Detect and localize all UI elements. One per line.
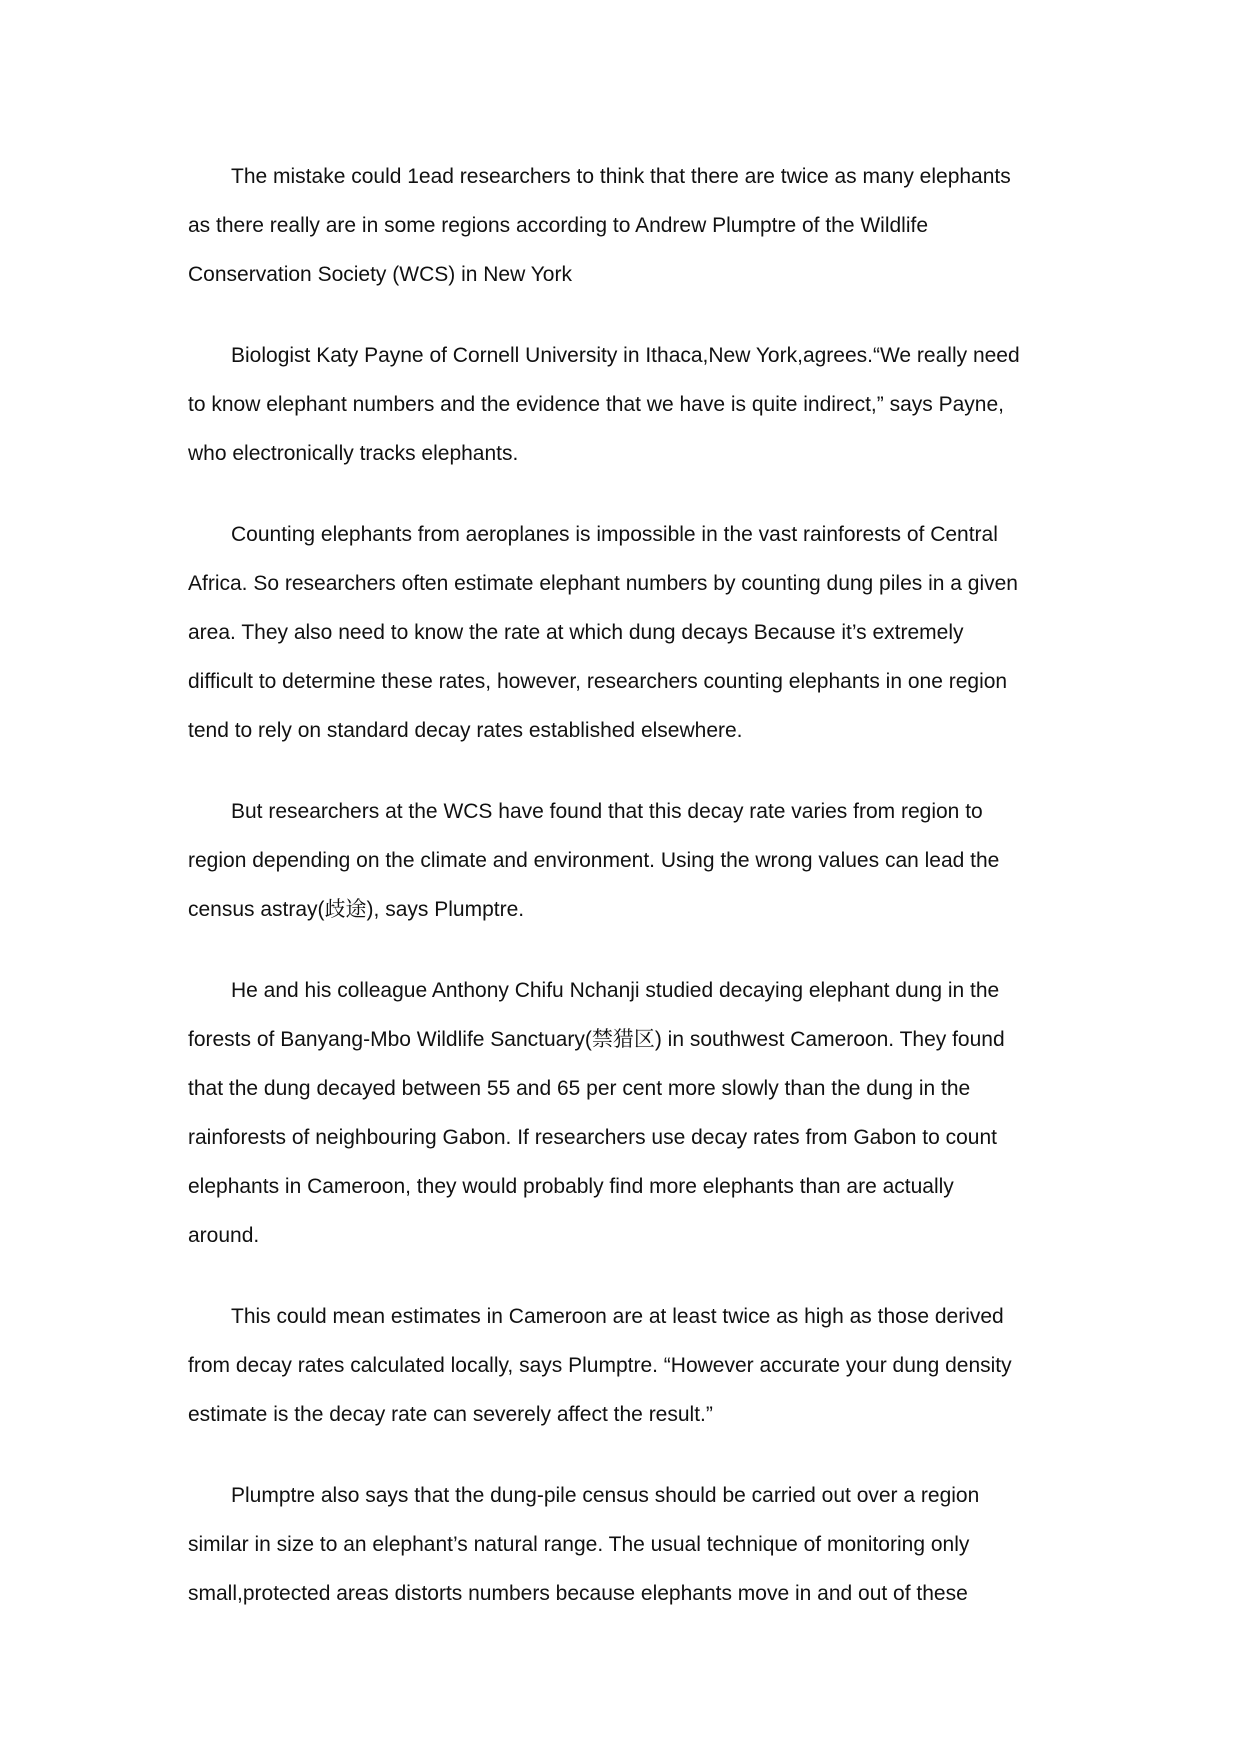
- text-line: to know elephant numbers and the evidence that we have is quite indirect,” says Payne,: [188, 393, 1004, 416]
- text-line: Biologist Katy Payne of Cornell University in Ithaca,New York,agrees.“We really need: [231, 344, 1020, 367]
- text-line: from decay rates calculated locally, says Plumptre. “However accurate your dung density: [188, 1354, 1012, 1377]
- text-line: small,protected areas distorts numbers because elephants move in and out of these: [188, 1582, 968, 1605]
- text-line: that the dung decayed between 55 and 65 per cent more slowly than the dung in the: [188, 1077, 971, 1100]
- paragraph: [188, 1471, 1068, 1618]
- text-line: elephants in Cameroon, they would probably find more elephants than are actually: [188, 1175, 954, 1198]
- text-line: who electronically tracks elephants.: [188, 442, 519, 465]
- text-line: similar in size to an elephant’s natural range. The usual technique of monitoring only: [188, 1533, 970, 1556]
- text-line: Counting elephants from aeroplanes is impossible in the vast rainforests of Central: [231, 523, 998, 546]
- text-line: rainforests of neighbouring Gabon. If researchers use decay rates from Gabon to count: [188, 1126, 997, 1149]
- text-line: He and his colleague Anthony Chifu Nchanji studied decaying elephant dung in the: [231, 979, 1000, 1002]
- paragraph: [188, 787, 1068, 934]
- paragraph: [188, 510, 1068, 755]
- text-line: The mistake could 1ead researchers to think that there are twice as many elephants: [231, 165, 1011, 188]
- text-line: Plumptre also says that the dung-pile census should be carried out over a region: [231, 1484, 980, 1507]
- text-line: census astray(歧途), says Plumptre.: [188, 898, 525, 921]
- text-line: region depending on the climate and environment. Using the wrong values can lead the: [188, 849, 1000, 872]
- paragraph: [188, 152, 1068, 299]
- paragraph: [188, 1292, 1068, 1439]
- paragraph: [188, 966, 1068, 1260]
- document-body: [188, 152, 1068, 1650]
- text-line: tend to rely on standard decay rates established elsewhere.: [188, 719, 743, 742]
- text-line: This could mean estimates in Cameroon are at least twice as high as those derived: [231, 1305, 1004, 1328]
- text-line: Conservation Society (WCS) in New York: [188, 263, 572, 286]
- paragraph: [188, 331, 1068, 478]
- text-line: area. They also need to know the rate at which dung decays Because it’s extremely: [188, 621, 964, 644]
- text-line: difficult to determine these rates, however, researchers counting elephants in one region: [188, 670, 1008, 693]
- text-line: as there really are in some regions according to Andrew Plumptre of the Wildlife: [188, 214, 929, 237]
- text-line: estimate is the decay rate can severely affect the result.”: [188, 1403, 713, 1426]
- text-line: But researchers at the WCS have found that this decay rate varies from region to: [231, 800, 983, 823]
- text-line: forests of Banyang-Mbo Wildlife Sanctuary(禁猎区) in southwest Cameroon. They found: [188, 1028, 1005, 1051]
- text-line: around.: [188, 1224, 260, 1247]
- text-line: Africa. So researchers often estimate elephant numbers by counting dung piles in a given: [188, 572, 1018, 595]
